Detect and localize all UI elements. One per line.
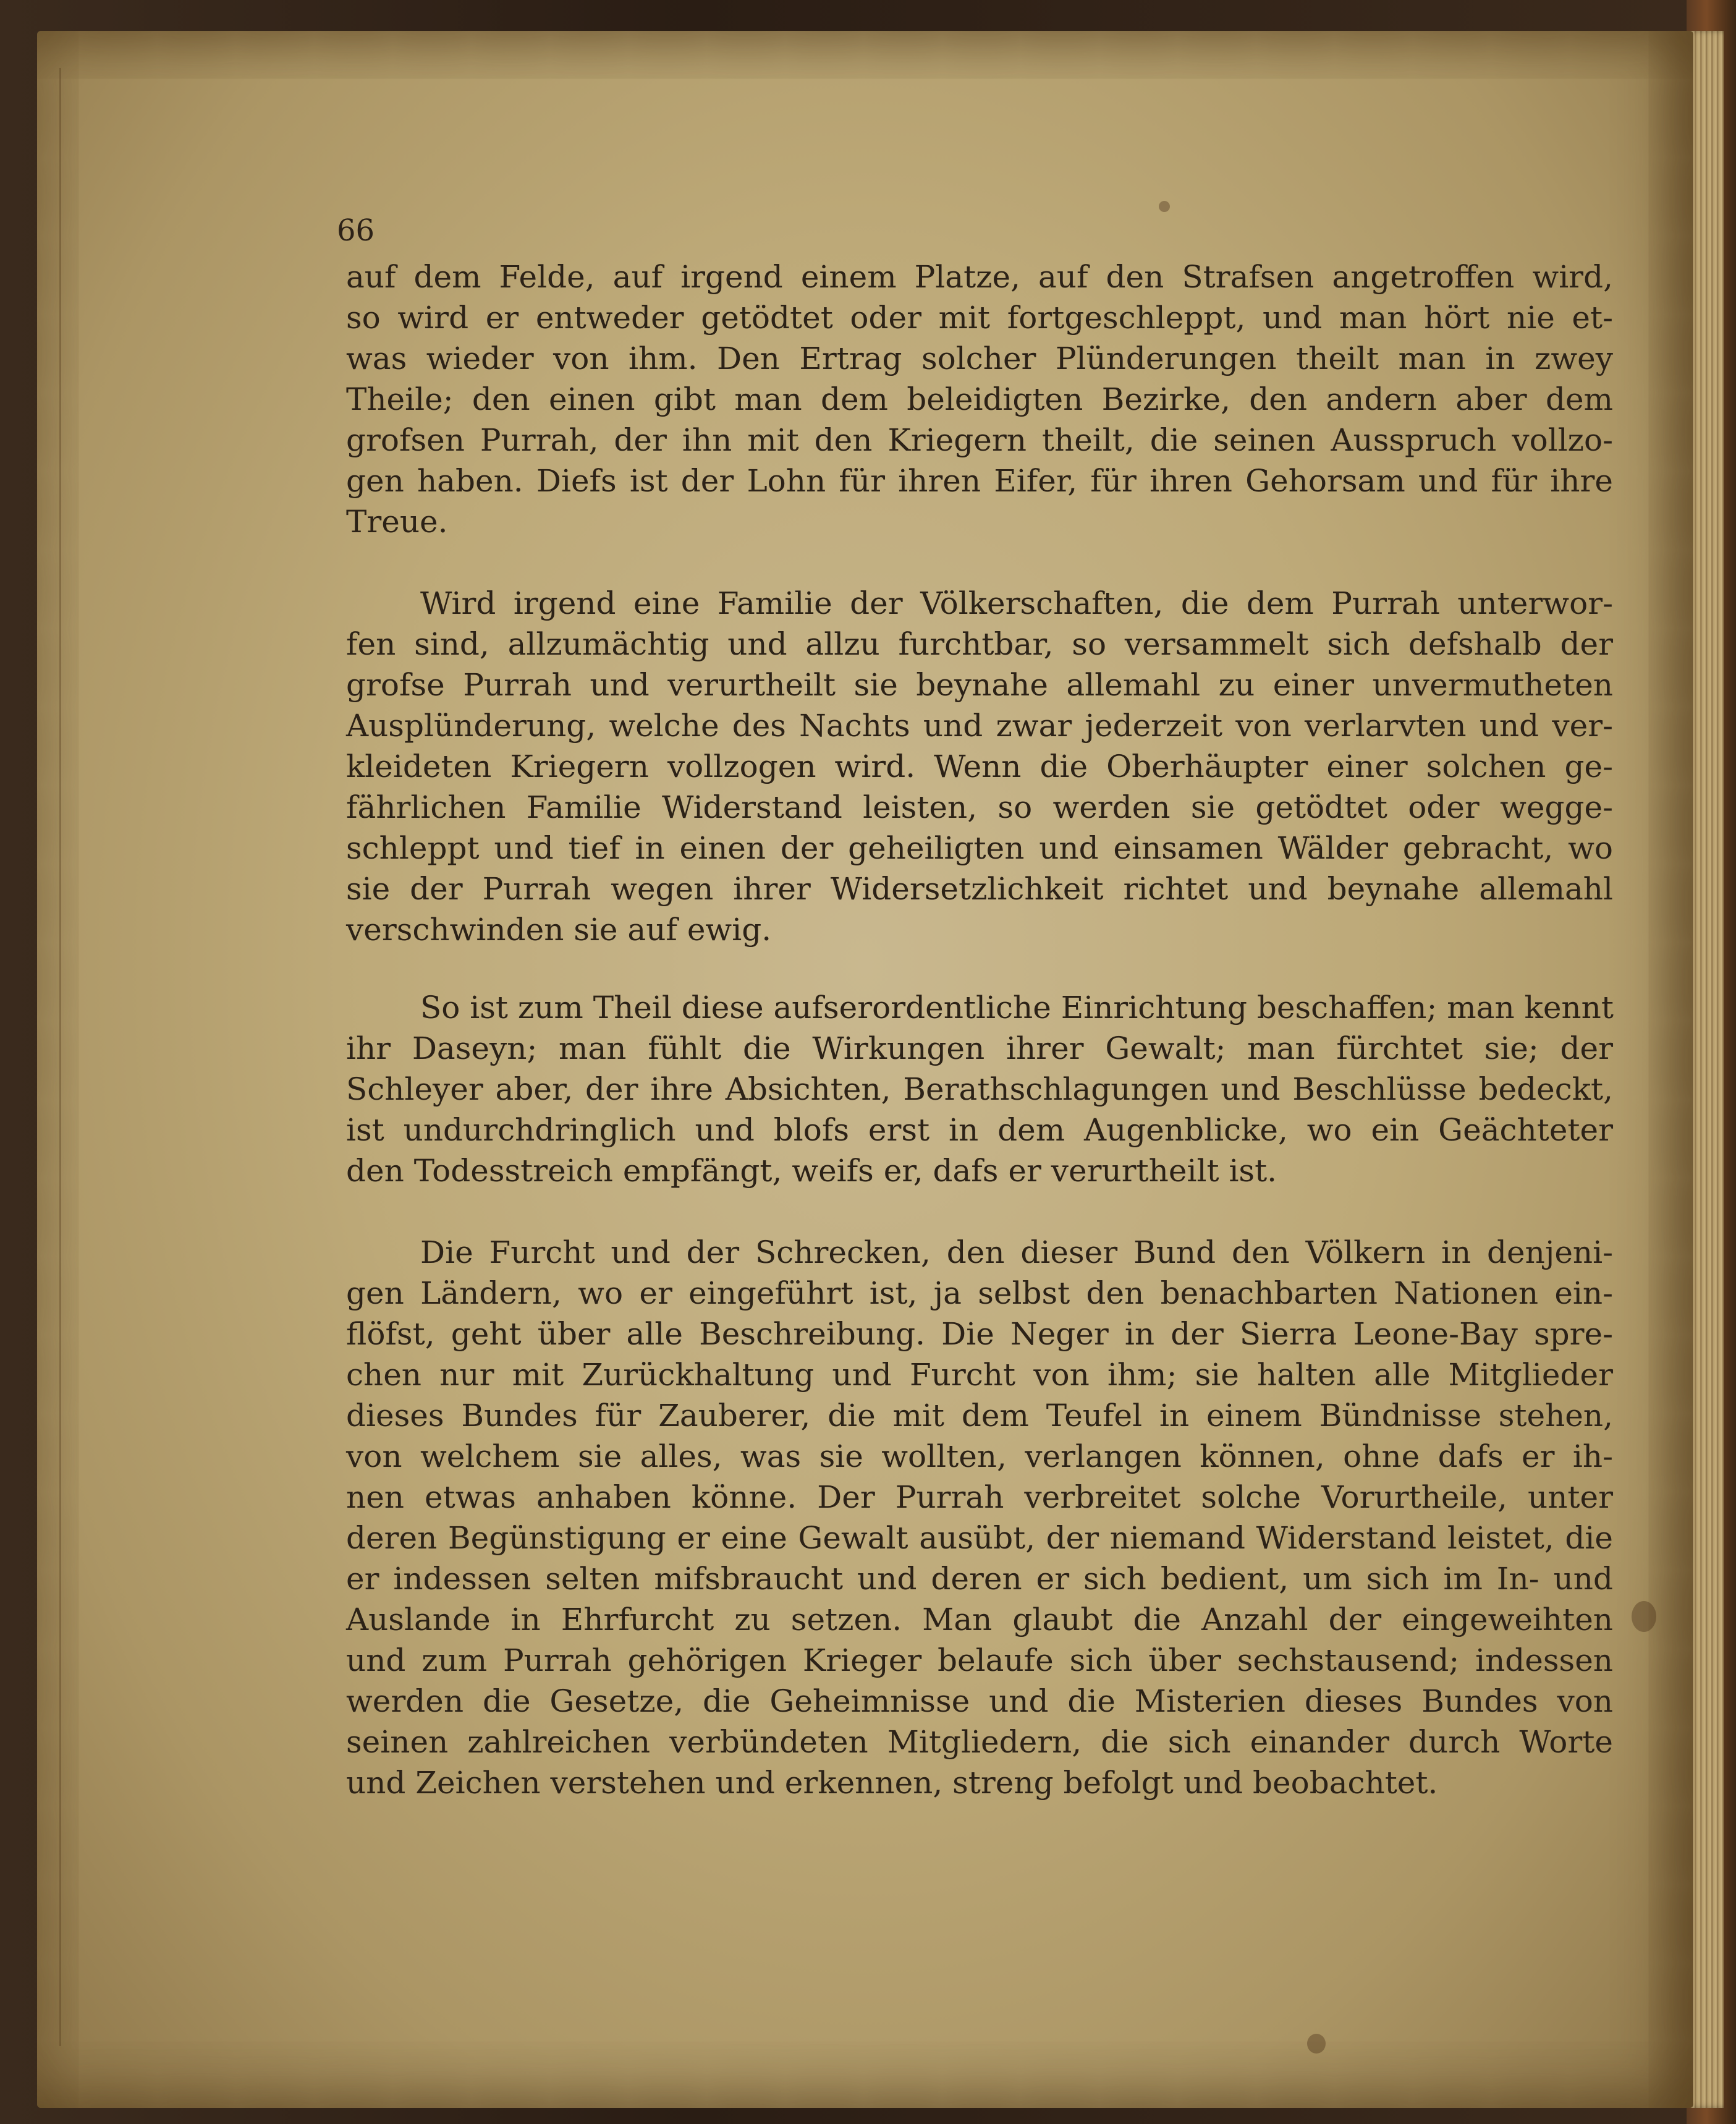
- paragraph-gap: [346, 542, 1613, 583]
- text-line: grofsen Purrah, der ihn mit den Kriegern theilt, die seinen Ausspruch vollzo-: [346, 422, 1613, 458]
- text-line: auf dem Felde, auf irgend einem Platze, auf den Strafsen angetroffen wird,: [346, 259, 1613, 295]
- text-line: so wird er entweder getödtet oder mit fortgeschleppt, und man hört nie et-: [346, 300, 1613, 336]
- text-line: gen haben. Diefs ist der Lohn für ihren Eifer, für ihren Gehorsam und für ihre: [346, 463, 1613, 499]
- text-line: kleideten Kriegern vollzogen wird. Wenn die Oberhäupter einer solchen ge-: [346, 749, 1613, 784]
- text-line: ist undurchdringlich und blofs erst in dem Augenblicke, wo ein Geächteter: [346, 1112, 1613, 1148]
- text-line: Theile; den einen gibt man dem beleidigten Bezirke, den andern aber dem: [346, 381, 1613, 417]
- text-line: grofse Purrah und verurtheilt sie beynahe allemahl zu einer unvermutheten: [346, 667, 1613, 703]
- text-line: schleppt und tief in einen der geheiligten und einsamen Wälder gebracht, wo: [346, 830, 1613, 866]
- ink-stain: [1632, 1601, 1656, 1632]
- text-line: Wird irgend eine Familie der Völkerschaften, die dem Purrah unterwor-: [420, 585, 1613, 621]
- text-line: Schleyer aber, der ihre Absichten, Berathschlagungen und Beschlüsse bedeckt,: [346, 1071, 1613, 1107]
- text-line: und Zeichen verstehen und erkennen, streng befolgt und beobachtet.: [346, 1765, 1438, 1801]
- text-line: Treue.: [346, 504, 448, 540]
- ink-stain: [1307, 2034, 1326, 2054]
- text-line: ihr Daseyn; man fühlt die Wirkungen ihrer Gewalt; man fürchtet sie; der: [346, 1030, 1613, 1066]
- gutter-shadow-line: [59, 68, 61, 2046]
- text-line: flöfst, geht über alle Beschreibung. Die Neger in der Sierra Leone-Bay spre-: [346, 1316, 1613, 1352]
- ink-stain: [1159, 201, 1170, 212]
- text-line: sie der Purrah wegen ihrer Widersetzlichkeit richtet und beynahe allemahl: [346, 871, 1613, 907]
- text-line: den Todesstreich empfängt, weifs er, dafs er verurtheilt ist.: [346, 1153, 1277, 1189]
- paragraph: [346, 583, 1613, 950]
- text-line: deren Begünstigung er eine Gewalt ausübt, der niemand Widerstand leistet, die: [346, 1520, 1613, 1556]
- paragraph: [346, 987, 1613, 1191]
- text-line: verschwinden sie auf ewig.: [346, 912, 772, 948]
- text-line: von welchem sie alles, was sie wollten, verlangen können, ohne dafs er ih-: [346, 1438, 1613, 1474]
- page-number: 66: [337, 213, 375, 248]
- paragraph: [346, 257, 1613, 542]
- text-line: So ist zum Theil diese aufserordentliche Einrichtung beschaffen; man kennt: [420, 990, 1614, 1026]
- body-text: [346, 257, 1613, 1803]
- text-line: Ausplünderung, welche des Nachts und zwar jederzeit von verlarvten und ver-: [346, 708, 1613, 744]
- text-line: was wieder von ihm. Den Ertrag solcher Plünderungen theilt man in zwey: [346, 341, 1613, 376]
- text-line: Auslande in Ehrfurcht zu setzen. Man glaubt die Anzahl der eingeweihten: [346, 1602, 1613, 1638]
- text-line: dieses Bundes für Zauberer, die mit dem Teufel in einem Bündnisse stehen,: [346, 1398, 1613, 1434]
- text-line: werden die Gesetze, die Geheimnisse und die Misterien dieses Bundes von: [346, 1683, 1613, 1719]
- text-line: und zum Purrah gehörigen Krieger belaufe sich über sechstausend; indessen: [346, 1642, 1613, 1678]
- paragraph: [346, 1232, 1613, 1803]
- text-line: gen Ländern, wo er eingeführt ist, ja selbst den benachbarten Nationen ein-: [346, 1275, 1613, 1311]
- paragraph-gap: [346, 1191, 1613, 1232]
- text-line: seinen zahlreichen verbündeten Mitgliedern, die sich einander durch Worte: [346, 1724, 1613, 1760]
- text-line: fährlichen Familie Widerstand leisten, so werden sie getödtet oder wegge-: [346, 789, 1613, 825]
- text-line: Die Furcht und der Schrecken, den dieser Bund den Völkern in denjeni-: [420, 1234, 1613, 1270]
- text-line: nen etwas anhaben könne. Der Purrah verbreitet solche Vorurtheile, unter: [346, 1479, 1613, 1515]
- text-line: chen nur mit Zurückhaltung und Furcht von ihm; sie halten alle Mitglieder: [346, 1357, 1613, 1393]
- text-line: er indessen selten mifsbraucht und deren er sich bedient, um sich im In- und: [346, 1561, 1613, 1597]
- text-line: fen sind, allzumächtig und allzu furchtbar, so versammelt sich defshalb der: [346, 626, 1613, 662]
- paragraph-gap: [346, 950, 1613, 987]
